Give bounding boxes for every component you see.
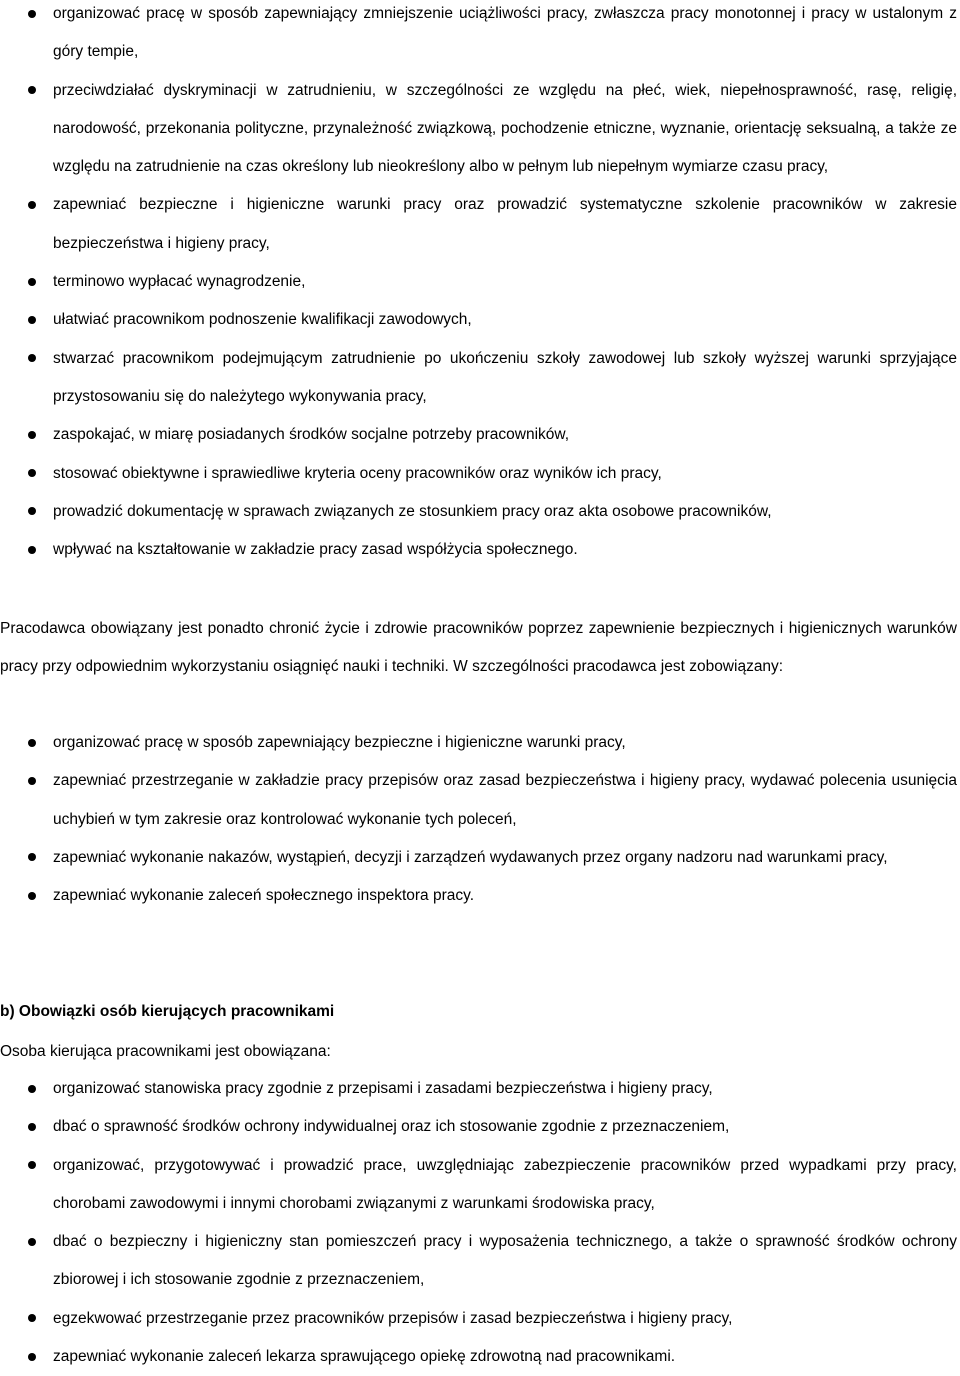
list-item: zapewniać przestrzeganie w zakładzie pracy przepisów oraz zasad bezpieczeństwa i higieny pracy, wydawać polecenia usunięcia uchybień w tym zakresie oraz kontrolować wykonanie tych poleceń, bbox=[0, 762, 957, 839]
list-item: ułatwiać pracownikom podnoszenie kwalifikacji zawodowych, bbox=[0, 301, 957, 339]
employer-duties-list bbox=[0, 0, 960, 569]
list-item: organizować pracę w sposób zapewniający zmniejszenie uciążliwości pracy, zwłaszcza pracy monotonnej i pracy w ustalonym z góry tempie, bbox=[0, 0, 957, 72]
list-item: zapewniać wykonanie nakazów, wystąpień, decyzji i zarządzeń wydawanych przez organy nadzoru nad warunkami pracy, bbox=[0, 839, 957, 877]
list-item: organizować, przygotowywać i prowadzić prace, uwzględniając zabezpieczenie pracowników przed wypadkami przy pracy, chorobami zawodowymi i innymi chorobami związanymi z warunkami środowiska pracy, bbox=[0, 1147, 957, 1224]
list-item: zapewniać wykonanie zaleceń społecznego inspektora pracy. bbox=[0, 877, 957, 915]
list-item: stwarzać pracownikom podejmującym zatrudnienie po ukończeniu szkoły zawodowej lub szkoły wyższej warunki sprzyjające przystosowaniu się do należytego wykonywania pracy, bbox=[0, 340, 957, 417]
list-item: prowadzić dokumentację w sprawach związanych ze stosunkiem pracy oraz akta osobowe pracowników, bbox=[0, 493, 957, 531]
list-item: dbać o bezpieczny i higieniczny stan pomieszczeń pracy i wyposażenia technicznego, a także o sprawność środków ochrony zbiorowej i ich stosowanie zgodnie z przeznaczeniem, bbox=[0, 1223, 957, 1300]
list-item: zapewniać bezpieczne i higieniczne warunki pracy oraz prowadzić systematyczne szkolenie pracowników w zakresie bezpieczeństwa i higieny pracy, bbox=[0, 186, 957, 263]
list-item: egzekwować przestrzeganie przez pracowników przepisów i zasad bezpieczeństwa i higieny pracy, bbox=[0, 1300, 957, 1338]
list-item: organizować stanowiska pracy zgodnie z przepisami i zasadami bezpieczeństwa i higieny pracy, bbox=[0, 1070, 957, 1108]
section-heading: b) Obowiązki osób kierujących pracownikami bbox=[0, 1003, 335, 1020]
list-item: zaspokajać, w miarę posiadanych środków socjalne potrzeby pracowników, bbox=[0, 416, 957, 454]
list-item: dbać o sprawność środków ochrony indywidualnej oraz ich stosowanie zgodnie z przeznaczeniem, bbox=[0, 1108, 957, 1146]
list-item: organizować pracę w sposób zapewniający bezpieczne i higieniczne warunki pracy, bbox=[0, 724, 957, 762]
list-item: zapewniać wykonanie zaleceń lekarza sprawującego opiekę zdrowotną nad pracownikami. bbox=[0, 1338, 957, 1376]
list-item: przeciwdziałać dyskryminacji w zatrudnieniu, w szczególności ze względu na płeć, wiek, niepełnosprawność, rasę, religię, narodowość, przekonania polityczne, przynależność związkową, pochodzenie etniczne, wyznanie, orientację seksualną, a także ze względu na zatrudnienie na czas określony lub nieokreślony albo w pełnym lub niepełnym wymiarze czasu pracy, bbox=[0, 72, 957, 187]
supervisor-duties-list bbox=[0, 1070, 960, 1376]
section-intro: Osoba kierująca pracownikami jest obowiązana: bbox=[0, 1043, 331, 1060]
list-item: terminowo wypłacać wynagrodzenie, bbox=[0, 263, 957, 301]
list-item: stosować obiektywne i sprawiedliwe kryteria oceny pracowników oraz wyników ich pracy, bbox=[0, 455, 957, 493]
list-item: wpływać na kształtowanie w zakładzie pracy zasad współżycia społecznego. bbox=[0, 531, 957, 569]
employer-safety-paragraph: Pracodawca obowiązany jest ponadto chronić życie i zdrowie pracowników poprzez zapewnienie bezpiecznych i higienicznych warunków pracy przy odpowiednim wykorzystaniu osiągnięć nauki i techniki. W szczególności pracodawca jest zobowiązany: bbox=[0, 620, 957, 675]
employer-safety-list bbox=[0, 724, 960, 915]
